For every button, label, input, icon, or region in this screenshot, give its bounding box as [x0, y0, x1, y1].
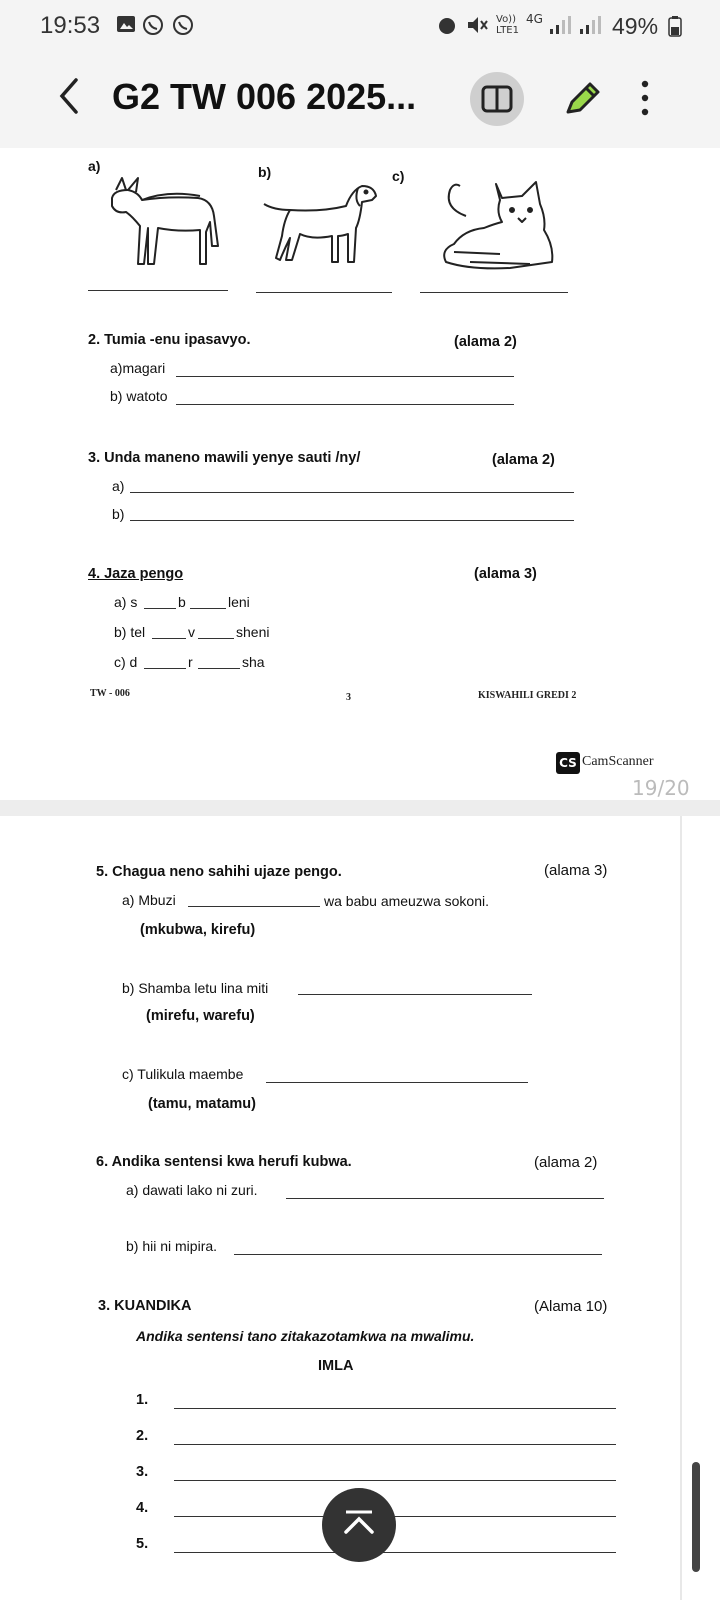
q2-a: a)magari	[110, 360, 166, 376]
q5-b-options: (mirefu, warefu)	[146, 1008, 255, 1024]
imla-item-3: 3.	[136, 1464, 149, 1480]
pen-icon	[560, 76, 604, 120]
label-a: a)	[88, 158, 101, 174]
answer-line-c	[420, 292, 568, 293]
more-options-icon[interactable]	[640, 78, 650, 118]
imla-item-5: 5.	[136, 1536, 149, 1552]
q4-c-gap-1	[144, 668, 186, 669]
q2-title: 2. Tumia -enu ipasavyo.	[88, 332, 251, 348]
cat-illustration	[440, 178, 570, 274]
q4-c-gap-2	[198, 668, 240, 669]
volte-icon: Vo)) LTE1	[496, 14, 519, 36]
q6-b-line	[234, 1254, 602, 1255]
battery-icon	[668, 16, 682, 43]
q6-a-line	[286, 1198, 604, 1199]
signal-icon-2	[578, 14, 602, 41]
section3-title: 3. KUANDIKA	[98, 1298, 192, 1314]
section3-instruction: Andika sentensi tano zitakazotamkwa na mwalimu.	[136, 1328, 475, 1344]
q4-a-gap-2	[190, 608, 226, 609]
footer-left: TW - 006	[90, 688, 130, 699]
q2-marks: (alama 2)	[454, 334, 517, 350]
q5-c-line	[266, 1082, 528, 1083]
imla-line-1	[174, 1408, 616, 1409]
q2-b: b) watoto	[110, 388, 168, 404]
scroll-to-top-button[interactable]	[322, 1488, 396, 1562]
q3-a-line	[130, 492, 574, 493]
alarm-icon	[436, 14, 458, 41]
q4-title: 4. Jaza pengo	[88, 566, 184, 582]
status-bar	[0, 0, 720, 52]
section3-marks: (Alama 10)	[534, 1298, 608, 1315]
camscanner-watermark: CamScanner	[582, 754, 654, 769]
q4-a-3: leni	[228, 594, 250, 610]
imla-line-2	[174, 1444, 616, 1445]
status-time: 19:53	[40, 12, 101, 39]
document-page-2[interactable]	[0, 816, 680, 1600]
q2-a-line	[176, 376, 514, 377]
q3-a: a)	[112, 478, 125, 494]
q5-marks: (alama 3)	[544, 862, 608, 879]
signal-icon	[548, 14, 572, 41]
q5-a-options: (mkubwa, kirefu)	[140, 922, 256, 938]
answer-line-a	[88, 290, 228, 291]
footer-right: KISWAHILI GREDI 2	[478, 690, 577, 701]
q5-title: 5. Chagua neno sahihi ujaze pengo.	[96, 864, 342, 880]
q5-a-tail: wa babu ameuzwa sokoni.	[324, 893, 489, 909]
q6-marks: (alama 2)	[534, 1154, 598, 1171]
imla-item-1: 1.	[136, 1392, 149, 1408]
footer-center: 3	[346, 692, 351, 703]
book-icon	[470, 72, 524, 126]
q5-b: b) Shamba letu lina miti	[122, 980, 269, 996]
q4-b-gap-1	[152, 638, 186, 639]
q4-c-3: sha	[242, 654, 265, 670]
q5-a: a) Mbuzi	[122, 892, 176, 908]
q6-title: 6. Andika sentensi kwa herufi kubwa.	[96, 1154, 352, 1170]
network-type: 4G	[526, 12, 543, 26]
q2-b-line	[176, 404, 514, 405]
document-title: G2 TW 006 2025...	[112, 76, 417, 117]
whatsapp-business-icon	[172, 14, 194, 41]
whatsapp-icon	[142, 14, 164, 41]
q4-marks: (alama 3)	[474, 566, 537, 582]
imla-item-4: 4.	[136, 1500, 149, 1516]
page-indicator: 19/20	[632, 776, 690, 800]
section3-heading: IMLA	[318, 1358, 354, 1374]
gallery-icon	[116, 14, 136, 39]
q4-b-gap-2	[198, 638, 234, 639]
battery-percent: 49%	[612, 13, 659, 39]
q5-c-options: (tamu, matamu)	[148, 1096, 256, 1112]
q4-c-1: c) d	[114, 654, 138, 670]
q5-c: c) Tulikula maembe	[122, 1066, 244, 1082]
dog-illustration	[262, 180, 382, 272]
q3-title: 3. Unda maneno mawili yenye sauti /ny/	[88, 450, 361, 466]
q5-b-line	[298, 994, 532, 995]
q3-b-line	[130, 520, 574, 521]
chevron-up-icon	[322, 1488, 396, 1562]
answer-line-b	[256, 292, 392, 293]
q3-b: b)	[112, 506, 125, 522]
q4-a-2: b	[178, 594, 186, 610]
page-edge	[680, 816, 682, 1600]
q4-a-1: a) s	[114, 594, 138, 610]
label-b: b)	[258, 164, 272, 180]
q4-b-2: v	[188, 624, 195, 640]
q4-b-1: b) tel	[114, 624, 146, 640]
page-separator	[0, 800, 720, 816]
q5-a-line	[188, 906, 320, 907]
scrollbar-thumb[interactable]	[692, 1462, 700, 1572]
q3-marks: (alama 2)	[492, 452, 555, 468]
q4-c-2: r	[188, 654, 193, 670]
label-c: c)	[392, 168, 405, 184]
q6-a: a) dawati lako ni zuri.	[126, 1182, 258, 1198]
back-arrow-icon[interactable]	[52, 74, 84, 118]
reading-mode-button[interactable]	[470, 72, 524, 126]
q4-a-gap-1	[144, 608, 176, 609]
donkey-illustration	[108, 176, 228, 272]
imla-item-2: 2.	[136, 1428, 149, 1444]
imla-line-3	[174, 1480, 616, 1481]
camscanner-logo-icon: CS	[556, 752, 580, 774]
q6-b: b) hii ni mipira.	[126, 1238, 218, 1254]
q4-b-3: sheni	[236, 624, 270, 640]
annotate-pen-button[interactable]	[560, 76, 604, 120]
mute-icon	[466, 14, 490, 41]
